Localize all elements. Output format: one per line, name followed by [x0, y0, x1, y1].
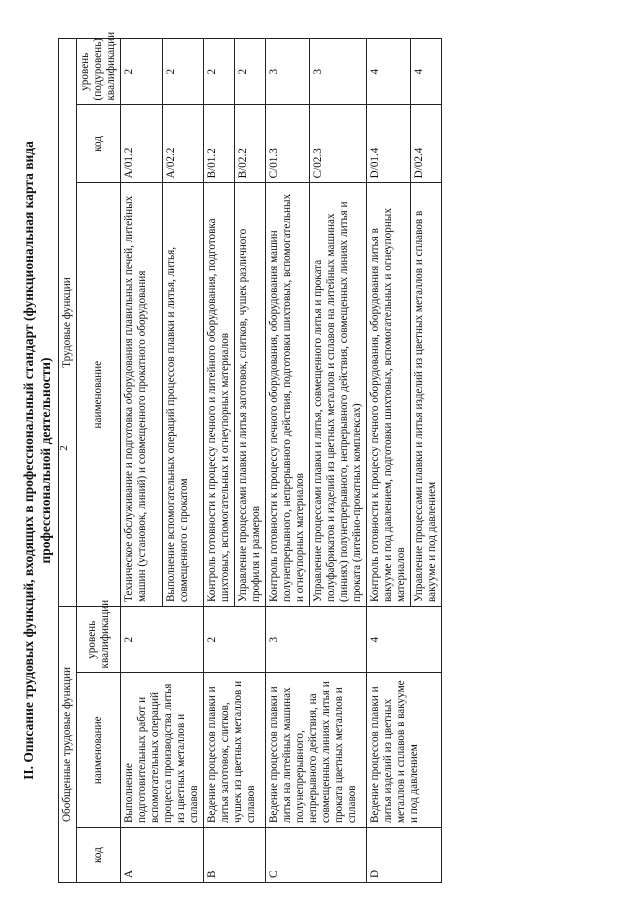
function-code: A/02.2	[162, 105, 204, 183]
function-level: 2	[121, 39, 163, 106]
function-code: D/02.4	[411, 105, 442, 183]
header-function-name: наименование	[77, 183, 121, 607]
section-title-line-1: II. Описание трудовых функций, входящих в профессиональный стандарт (функциональная карта вида	[21, 141, 36, 780]
table-row	[204, 39, 235, 883]
group-code: C	[266, 828, 367, 883]
header-level: уровень квалификации	[77, 607, 121, 673]
header-name: наименование	[77, 673, 121, 828]
group-name: Выполнение подготовительных работ и вспомогательных операций процесса производства литья из цветных металлов и сплавов	[121, 673, 204, 828]
header-row-columns	[77, 39, 121, 883]
group-level: 3	[266, 607, 367, 673]
function-code: C/01.3	[266, 105, 310, 183]
function-code: C/02.3	[310, 105, 367, 183]
header-code: код	[77, 828, 121, 883]
table-row	[121, 39, 163, 883]
header-function-code: код	[77, 105, 121, 183]
group-name: Ведение процессов плавки и литья на литейных машинах полунепрерывного, непрерывного действия, на совмещенных линиях литья и проката цветных металлов и сплавов	[266, 673, 367, 828]
function-level: 3	[266, 39, 310, 106]
page-number: 2	[58, 445, 70, 451]
function-level: 2	[162, 39, 204, 106]
header-sublevel: уровень (подуровень) квалификации	[77, 39, 121, 106]
function-code: D/01.4	[367, 105, 411, 183]
group-code: A	[121, 828, 204, 883]
header-generalized-functions: Обобщенные трудовые функции	[59, 607, 77, 883]
group-level: 2	[204, 607, 266, 673]
function-name: Контроль готовности к процессу печного и литейного оборудования, подготовка шихтовых, вспомогательных и огнеупорных материалов	[204, 183, 235, 607]
header-labor-functions: Трудовые функции	[59, 39, 77, 607]
function-code: B/02.2	[235, 105, 266, 183]
function-name: Техническое обслуживание и подготовка оборудования плавильных печей, литейных машин (установок, линий) и совмещенного прокатного оборудования	[121, 183, 163, 607]
function-name: Управление процессами плавки и литья, совмещенного литья и проката полуфабрикатов и изделий из цветных металлов и сплавов на литейных машинах (линиях) полунепрерывного, непрерывного действия, совмещенных линиях литья и проката (литейно-прокатных комплексах)	[310, 183, 367, 607]
table-row	[266, 39, 310, 883]
group-code: B	[204, 828, 266, 883]
function-name: Выполнение вспомогательных операций процессов плавки и литья, литья, совмещенного с прокатом	[162, 183, 204, 607]
function-level: 3	[310, 39, 367, 106]
function-code: B/01.2	[204, 105, 235, 183]
group-name: Ведение процессов плавки и литья изделий из цветных металлов и сплавов в вакууме и под давлением	[367, 673, 442, 828]
function-name: Управление процессами плавки и литья изделий из цветных металлов и сплавов в вакууме и под давлением	[411, 183, 442, 607]
function-level: 2	[235, 39, 266, 106]
function-name: Контроль готовности к процессу печного оборудования, оборудования машин полунепрерывного, непрерывного действия, подготовки шихтовых, вспомогательных и огнеупорных материалов	[266, 183, 310, 607]
function-name: Управление процессами плавки и литья заготовок, слитков, чушек различного профиля и размеров	[235, 183, 266, 607]
rotated-page-content	[20, 31, 600, 883]
function-code: A/01.2	[121, 105, 163, 183]
function-level: 4	[411, 39, 442, 106]
function-level: 4	[367, 39, 411, 106]
group-level: 4	[367, 607, 442, 673]
function-name: Контроль готовности к процессу печного оборудования, оборудования литья в вакууме и под давлением, подготовки шихтовых, вспомогательных и огнеупорных материалов	[367, 183, 411, 607]
group-code: D	[367, 828, 442, 883]
group-name: Ведение процессов плавки и литья заготовок, слитков, чушек из цветных металлов и сплавов	[204, 673, 266, 828]
group-level: 2	[121, 607, 204, 673]
section-title-line-2: профессиональной деятельности)	[38, 357, 53, 564]
functional-map-table	[58, 31, 442, 883]
section-title	[20, 38, 54, 883]
table-row	[367, 39, 411, 883]
header-row-groups	[59, 39, 77, 883]
function-level: 2	[204, 39, 235, 106]
